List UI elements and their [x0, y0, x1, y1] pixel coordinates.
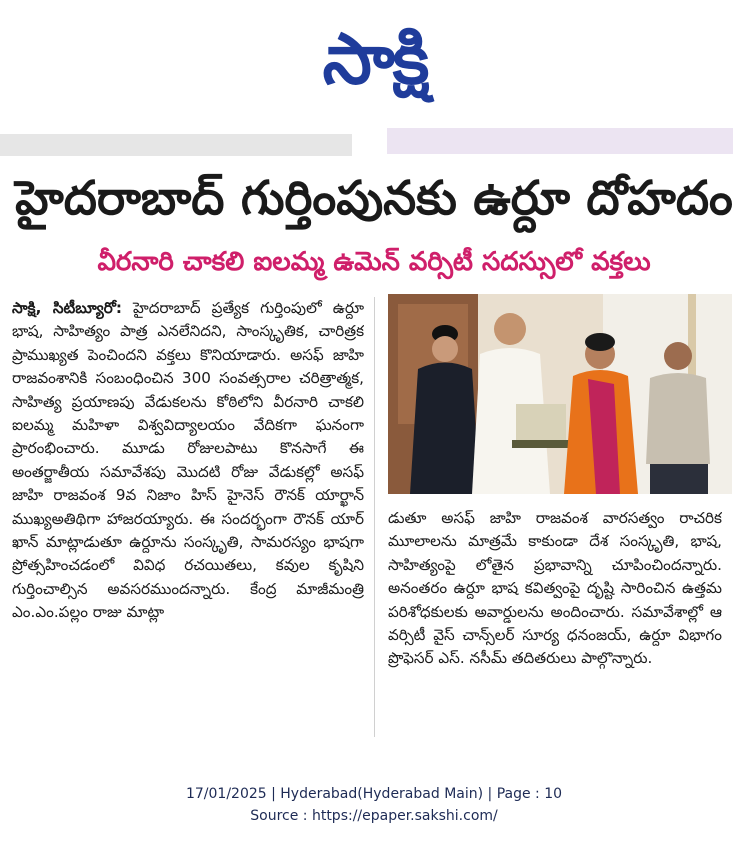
article-body-right-text: డుతూ అసఫ్ జాహి రాజవంశ వారసత్వం రాచరిక మూలాలను మాత్రమే కాకుండా దేశ సంస్కృతి, భాష, సాహిత్యంపై లోతైన ప్రభావాన్ని చూపించిందన్నారు. అనంతరం ఉర్దూ భాష కవిత్వంపై దృష్టి సారించిన ఉత్తమ పరిశోధకులకు అవార్డులను అందించారు. సమావేశాల్లో ఆ వర్సిటీ వైస్ చాన్స్‌లర్ సూర్య ధనంజయ్, ఉర్దూ విభాగం ప్రొఫెసర్ ఎస్. నసీమ్ తదితరులు పాల్గొన్నారు. [388, 509, 722, 668]
footer-edition-line: 17/01/2025 | Hyderabad(Hyderabad Main) | Page : 10 [185, 786, 563, 802]
article-headline: హైదరాబాద్ గుర్తింపునకు ఉర్దూ దోహదం [15, 171, 733, 226]
article-body-left [12, 297, 364, 747]
article-subheadline: వీరనారి చాకలి ఐలమ్మ ఉమెన్ వర్సిటీ సదస్సులో వక్తలు [97, 247, 651, 277]
column-divider [374, 297, 375, 737]
event-photo-illustration [388, 294, 732, 494]
event-photo [388, 294, 732, 494]
article-body-left-text: హైదరాబాద్ ప్రత్యేక గుర్తింపులో ఉర్దూ భాష, సాహిత్యం పాత్ర ఎనలేనిదని, సాంస్కృతిక, చారిత్రక ప్రాముఖ్యత పెంచిందని వక్తలు కొనియాడారు. అసఫ్ జాహి రాజవంశానికి సంబంధించిన 300 సంవత్సరాల చరిత్రాత్మక, సాహిత్య ప్రయాణపు వేడుకలను కోఠిలోని వీరనారి చాకలి ఐలమ్మ మహిళా విశ్వవిద్యాలయం వేదికగా ఘనంగా ప్రారంభించారు. మూడు రోజులపాటు కొనసాగే ఈ అంతర్జాతీయ సమావేశపు మొదటి రోజు వేడుకల్లో అసఫ్ జాహి రాజవంశ 9వ నిజాం హిస్ హైనెస్ రౌనక్ యార్ఖాన్ ముఖ్యఅతిథిగా హాజరయ్యారు. ఈ సందర్భంగా రౌనక్ యార్ ఖాన్ మాట్లాడుతూ ఉర్దూను సంస్కృతి, సామరస్యం భాషగా ప్రోత్సహించడంలో వివిధ రచయితలు, కవుల కృషిని గుర్తించాల్సిన అవసరముందన్నారు. కేంద్ర మాజీమంత్రి ఎం.ఎం.పల్లం రాజు మాట్లా [12, 299, 364, 622]
adjacent-clip-right [387, 128, 733, 154]
footer-source-line: Source : https://epaper.sakshi.com/ [250, 808, 498, 824]
adjacent-clip-left [0, 134, 352, 156]
article-dateline: సాక్షి, సిటీబ్యూరో: [12, 299, 122, 317]
article-body-right [388, 507, 722, 747]
sakshi-logo: సాక్షి [322, 18, 428, 100]
